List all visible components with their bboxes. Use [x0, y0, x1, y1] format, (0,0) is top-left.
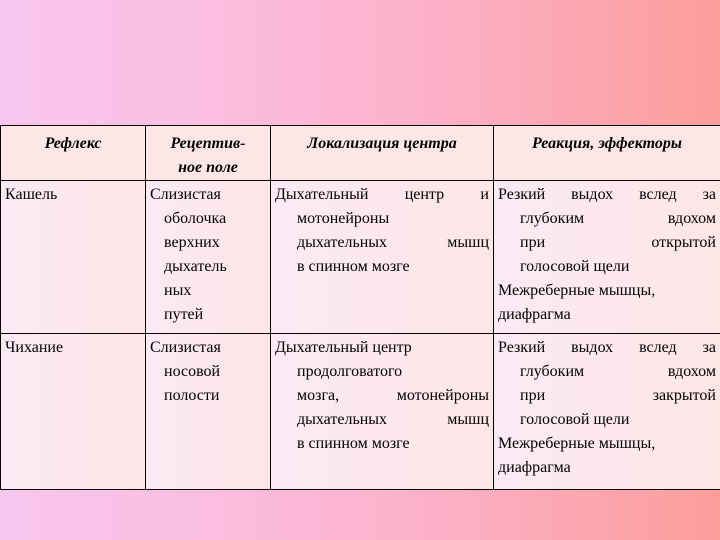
text-line: Межреберные мышцы, [498, 435, 656, 452]
header-receptive-line-1: Рецептив- [170, 135, 246, 152]
header-receptive-field [146, 126, 271, 181]
text-line: глубоким вдохом [520, 363, 716, 380]
header-reflex: Рефлекс [1, 126, 146, 181]
text-line: ных [164, 282, 192, 299]
cell-receptive-field [146, 181, 271, 334]
text-line: дыхательных мышц [297, 234, 489, 251]
table-header-row [1, 126, 720, 181]
text-line: Межреберные мышцы, [498, 282, 656, 299]
header-center-localization: Локализация центра [271, 126, 494, 181]
text-line: Слизистая [150, 339, 221, 356]
cell-receptive-field [146, 334, 271, 490]
text-line: в спинном мозге [297, 258, 410, 275]
text-line: голосовой щели [520, 258, 630, 275]
cell-center [271, 334, 494, 490]
text-line: полости [164, 387, 220, 404]
reflex-table [0, 125, 720, 490]
text-line: путей [164, 306, 204, 323]
text-line: носовой [164, 363, 221, 380]
cell-reflex: Кашель [1, 181, 146, 334]
text-line: Дыхательный центр [275, 339, 412, 356]
text-line: верхних [164, 234, 220, 251]
text-line: дыхательных мышц [297, 411, 489, 428]
text-line: мотонейроны [297, 210, 390, 227]
text-line: диафрагма [498, 306, 571, 323]
text-line: при закрытой [520, 387, 716, 404]
text-line: дыхатель [164, 258, 227, 275]
text-line: в спинном мозге [297, 435, 410, 452]
cell-reaction [494, 334, 720, 490]
text-line: Дыхательный центр и [275, 186, 489, 203]
cell-center [271, 181, 494, 334]
text-line: голосовой щели [520, 411, 630, 428]
table-row [1, 181, 720, 334]
header-reaction-effectors: Реакция, эффекторы [494, 126, 720, 181]
text-line: Резкий выдох вслед за [498, 339, 716, 356]
text-line: продолговатого [297, 363, 403, 380]
text-line: Резкий выдох вслед за [498, 186, 716, 203]
cell-reflex: Чихание [1, 334, 146, 490]
text-line: при открытой [520, 234, 716, 251]
table-row [1, 334, 720, 490]
text-line: глубоким вдохом [520, 210, 716, 227]
text-line: мозга, мотонейроны [297, 387, 489, 404]
text-line: Слизистая [150, 186, 221, 203]
text-line: диафрагма [498, 459, 571, 476]
header-receptive-line-2: ное поле [178, 159, 238, 176]
cell-reaction [494, 181, 720, 334]
text-line: оболочка [164, 210, 227, 227]
